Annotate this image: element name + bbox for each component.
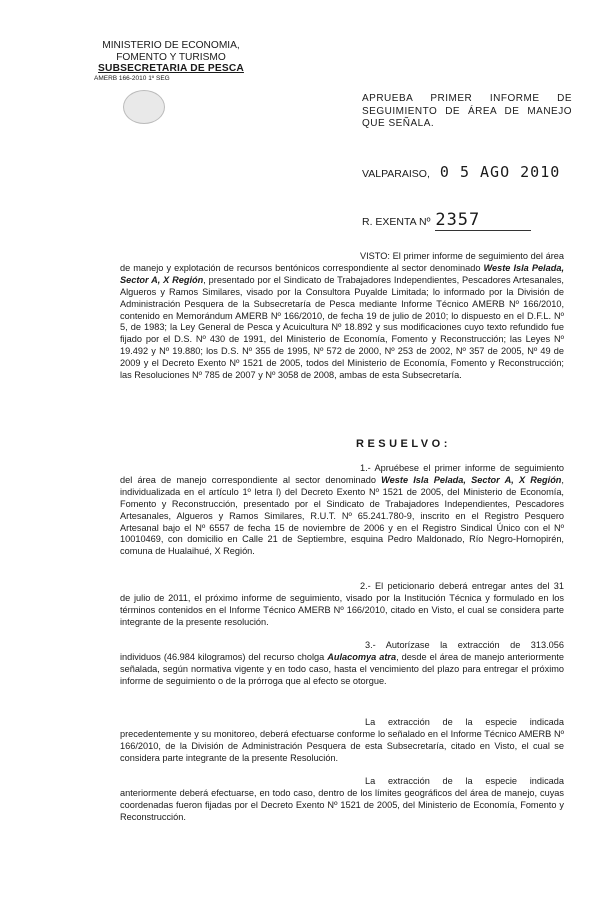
- ministry-header: [86, 40, 256, 83]
- visto-paragraph: VISTO: El primer informe de seguimiento del área de manejo y explotación de recursos bentónicos correspondiente al sector denominado Weste Isla Pelada, Sector A, X Región, presentado por el Sindicato de Trabajadores Independientes, Pescadores Artesanales, Algueros y Ramos Similares, visado por la Consultora Puyalde Limitada; lo informado por la División de Administración Pesquera de la Subsecretaría de Pesca mediante Informe Técnico AMERB Nº 166/2010, contenido en Memorándum AMERB Nº 166/2010, de fecha 19 de julio de 2010; lo dispuesto en el D.F.L. Nº 5, de 1983; la Ley General de Pesca y Acuicultura Nº 18.892 y sus modificaciones cuyo texto refundido fue fijado por el D.S. Nº 430 de 1991, del Ministerio de Economía, Fomento y Reconstrucción; las Leyes Nº 19.492 y Nº 19.880; los D.S. Nº 355 de 1995, Nº 572 de 2000, Nº 253 de 2002, Nº 357 de 2005, Nº 49 de 2009 y el Decreto Exento Nº 1521 de 2005, todos del Ministerio de Economía, Fomento y Reconstrucción; las Resoluciones Nº 785 de 2007 y Nº 3058 de 2008, ambas de esta Subsecretaría.: [120, 251, 564, 381]
- date-place: VALPARAISO,: [362, 168, 430, 180]
- official-stamp: [123, 90, 165, 124]
- sector-name: Weste Isla Pelada, Sector A, X Región: [120, 262, 564, 285]
- monitoring-paragraph: La extracción de la especie indicada precedentemente y su monitoreo, deberá efectuarse conforme lo señalado en el Informe Técnico AMERB Nº 166/2010, de la División de Administración Pesquera de esta Subsecretaría, citado en Visto, el cual se considera parte integrante de la presente Resolución.: [120, 717, 564, 763]
- resolution-item-2: 2.- El peticionario deberá entregar antes del 31 de julio de 2011, el próximo informe de seguimiento, visado por la Institución Técnica y formulado en los términos contenidos en el Informe Técnico AMERB Nº 166/2010, citado en Visto, el cual se considera parte integrante de la presente resolución.: [120, 581, 564, 627]
- resolution-number-line: [362, 210, 531, 231]
- resuelvo-heading: RESUELVO:: [356, 438, 451, 450]
- subject-heading: APRUEBA PRIMER INFORME DE SEGUIMIENTO DE ÁREA DE MANEJO QUE SEÑALA.: [362, 93, 572, 129]
- resolution-item-3: 3.- Autorízase la extracción de 313.056 individuos (46.984 kilogramos) del recurso cholga Aulacomya atra, desde el área de manejo anteriormente señalada, según normativa vigente y en todo caso, hasta el vencimiento del plazo para entregar el próximo informe de seguimiento o de la prórroga que al efecto se otorgue.: [120, 640, 564, 686]
- extraction-limits-paragraph: La extracción de la especie indicada anteriormente deberá efectuarse, en todo caso, dentro de los límites geográficos del área de manejo, cuyas coordenadas fueron fijadas por el Decreto Exento Nº 1521 de 2005, del Ministerio de Economía, Fomento y Reconstrucción.: [120, 776, 564, 822]
- subsecretaria-line: SUBSECRETARIA DE PESCA: [98, 63, 244, 75]
- resolution-item-1: 1.- Apruébese el primer informe de seguimiento del área de manejo correspondiente al sector denominado Weste Isla Pelada, Sector A, X Región, individualizada en el artículo 1º letra l) del Decreto Exento Nº 1521 de 2005, del Ministerio de Economía, Fomento y Reconstrucción, presentado por el Sindicato de Trabajadores Independientes, Pescadores Artesanales, Algueros y Ramos Similares, R.U.T. Nº 65.241.780-9, inscrito en el Registro Pesquero Artesanal bajo el Nº 6557 de fecha 15 de noviembre de 2006 y en el Registro Sindical Único con el Nº 10010469, con domicilio en Calle 21 de Septiembre, esquina Pedro Maldonado, Río Negro-Hornopirén, comuna de Hualaihué, X Región.: [120, 463, 564, 557]
- species-name: Aulacomya atra: [327, 651, 397, 662]
- sector-name: Weste Isla Pelada, Sector A, X Región: [381, 474, 562, 485]
- reference-code: AMERB 166-2010 1º SEG: [94, 74, 170, 82]
- exenta-label: R. EXENTA Nº: [362, 216, 431, 228]
- date-stamp: 0 5 AGO 2010: [439, 163, 561, 181]
- ministry-line-2: FOMENTO Y TURISMO: [116, 51, 226, 63]
- ministry-line-1: MINISTERIO DE ECONOMIA,: [102, 40, 240, 51]
- exenta-number: 2357: [435, 210, 531, 231]
- date-line: [362, 163, 560, 181]
